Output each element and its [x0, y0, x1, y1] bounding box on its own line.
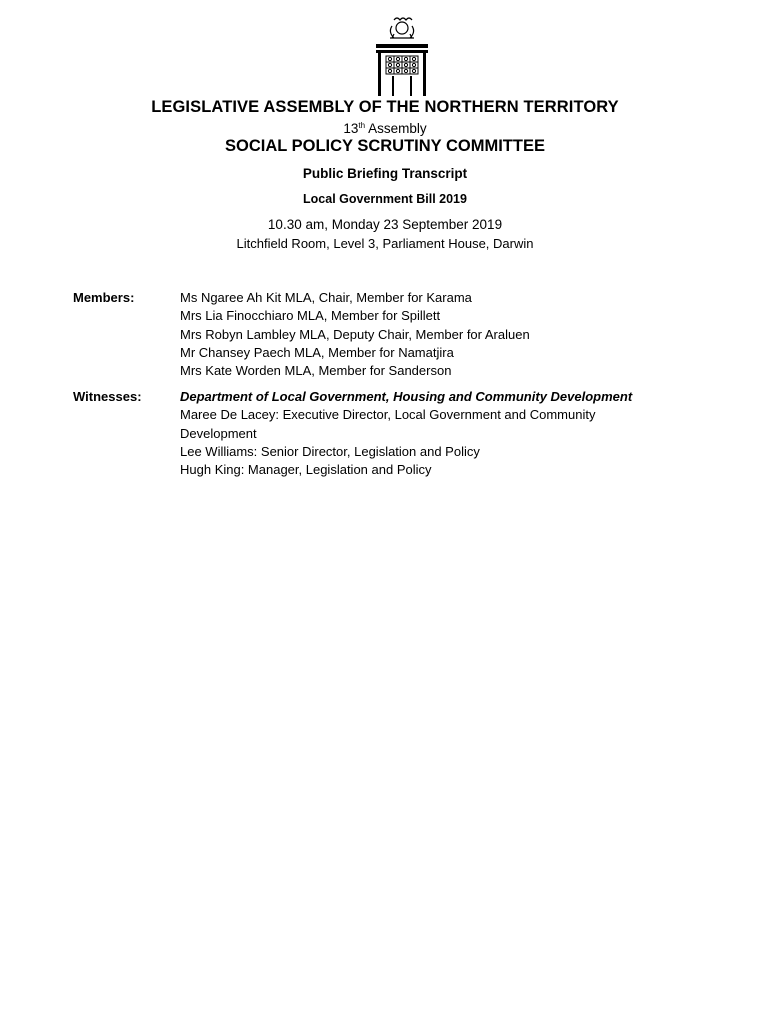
list-item: Lee Williams: Senior Director, Legislation and Policy: [180, 443, 480, 459]
list-item: Mrs Robyn Lambley MLA, Deputy Chair, Member for Araluen: [180, 326, 530, 342]
briefing-datetime: 10.30 am, Monday 23 September 2019: [267, 217, 503, 232]
list-item: Mrs Lia Finocchiaro MLA, Member for Spillett: [180, 308, 441, 324]
assembly-ordinal-suffix: th: [358, 121, 366, 130]
members-list: [180, 289, 700, 380]
assembly-word: Assembly: [365, 121, 427, 136]
list-item: Development: [180, 425, 257, 441]
assembly-line: [0, 121, 770, 136]
list-item: Hugh King: Manager, Legislation and Policy: [180, 462, 432, 478]
committee-title: SOCIAL POLICY SCRUTINY COMMITTEE: [225, 137, 545, 155]
witnesses-list: [180, 388, 700, 479]
organisation-title: LEGISLATIVE ASSEMBLY OF THE NORTHERN TERRITORY: [151, 98, 619, 116]
coat-of-arms-icon: [370, 16, 434, 96]
list-item: Maree De Lacey: Executive Director, Local Government and Community: [180, 407, 596, 423]
assembly-number: 13: [343, 121, 359, 136]
list-item: Mr Chansey Paech MLA, Member for Namatjira: [180, 344, 454, 360]
briefing-location: Litchfield Room, Level 3, Parliament House, Darwin: [236, 236, 534, 251]
members-label: Members:: [73, 290, 135, 305]
list-item: Mrs Kate Worden MLA, Member for Sanderson: [180, 363, 452, 379]
witnesses-label: Witnesses:: [73, 389, 142, 404]
witness-department: Department of Local Government, Housing and Community Development: [180, 389, 633, 404]
bill-title: Local Government Bill 2019: [303, 192, 467, 206]
document-type: Public Briefing Transcript: [302, 166, 468, 181]
list-item: Ms Ngaree Ah Kit MLA, Chair, Member for Karama: [180, 290, 472, 305]
